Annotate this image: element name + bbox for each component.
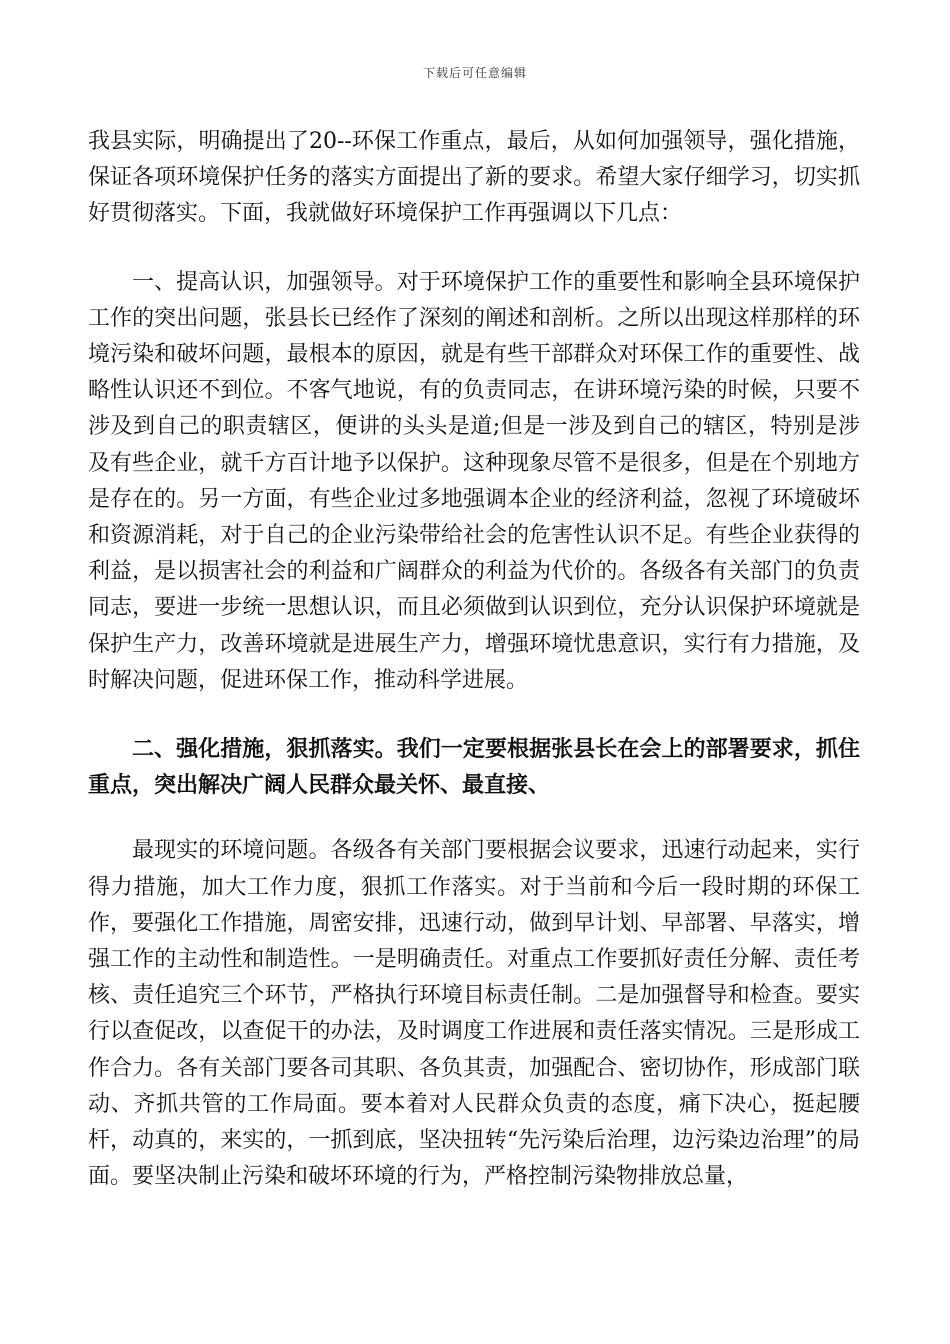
paragraph-section-two-body: 最现实的环境问题。各级各有关部门要根据会议要求，迅速行动起来，实行得力措施，加大工作力度，狠抓工作落实。对于当前和今后一段时期的环保工作，要强化工作措施，周密安排，迅速行动，做到早计划、早部署、早落实，增强工作的主动性和制造性。一是明确责任。对重点工作要抓好责任分解、责任考核、责任追究三个环节，严格执行环境目标责任制。二是加强督导和检查。要实行以查促改，以查促干的办法，及时调度工作进展和责任落实情况。三是形成工作合力。各有关部门要各司其职、各负其责，加强配合、密切协作，形成部门联动、齐抓共管的工作局面。要本着对人民群众负责的态度，痛下决心，挺起腰杆，动真的，来实的，一抓到底，坚决扭转“先污染后治理，边污染边治理”的局面。要坚决制止污染和破坏环境的行为，严格控制污染物排放总量，	[88, 838, 860, 1190]
paragraph-intro-continuation: 我县实际，明确提出了20--环保工作重点，最后，从如何加强领导，强化措施，保证各项环境保护任务的落实方面提出了新的要求。希望大家仔细学习，切实抓好贯彻落实。下面，我就做好环境保护工作再强调以下几点：	[88, 129, 860, 227]
document-body	[88, 124, 860, 1195]
paragraph-section-two-heading: 二、强化措施，狠抓落实。我们一定要根据张县长在会上的部署要求，抓住重点，突出解决广阔人民群众最关怀、最直接、	[88, 736, 860, 799]
paragraph-section-one: 一、提高认识，加强领导。对于环境保护工作的重要性和影响全县环境保护工作的突出问题，张县长已经作了深刻的阐述和剖析。之所以出现这样那样的环境污染和破坏问题，最根本的原因，就是有些干部群众对环保工作的重要性、战略性认识还不到位。不客气地说，有的负责同志，在讲环境污染的时候，只要不涉及到自己的职责辖区，便讲的头头是道;但是一涉及到自己的辖区，特别是涉及有些企业，就千方百计地予以保护。这种现象尽管不是很多，但是在个别地方是存在的。另一方面，有些企业过多地强调本企业的经济利益，忽视了环境破坏和资源消耗，对于自己的企业污染带给社会的危害性认识不足。有些企业获得的利益，是以损害社会的利益和广阔群众的利益为代价的。各级各有关部门的负责同志，要进一步统一思想认识，而且必须做到认识到位，充分认识保护环境就是保护生产力，改善环境就是进展生产力，增强环境忧患意识，实行有力措施，及时解决问题，促进环保工作，推动科学进展。	[88, 269, 860, 693]
header-note: 下载后可任意编辑	[422, 66, 527, 80]
